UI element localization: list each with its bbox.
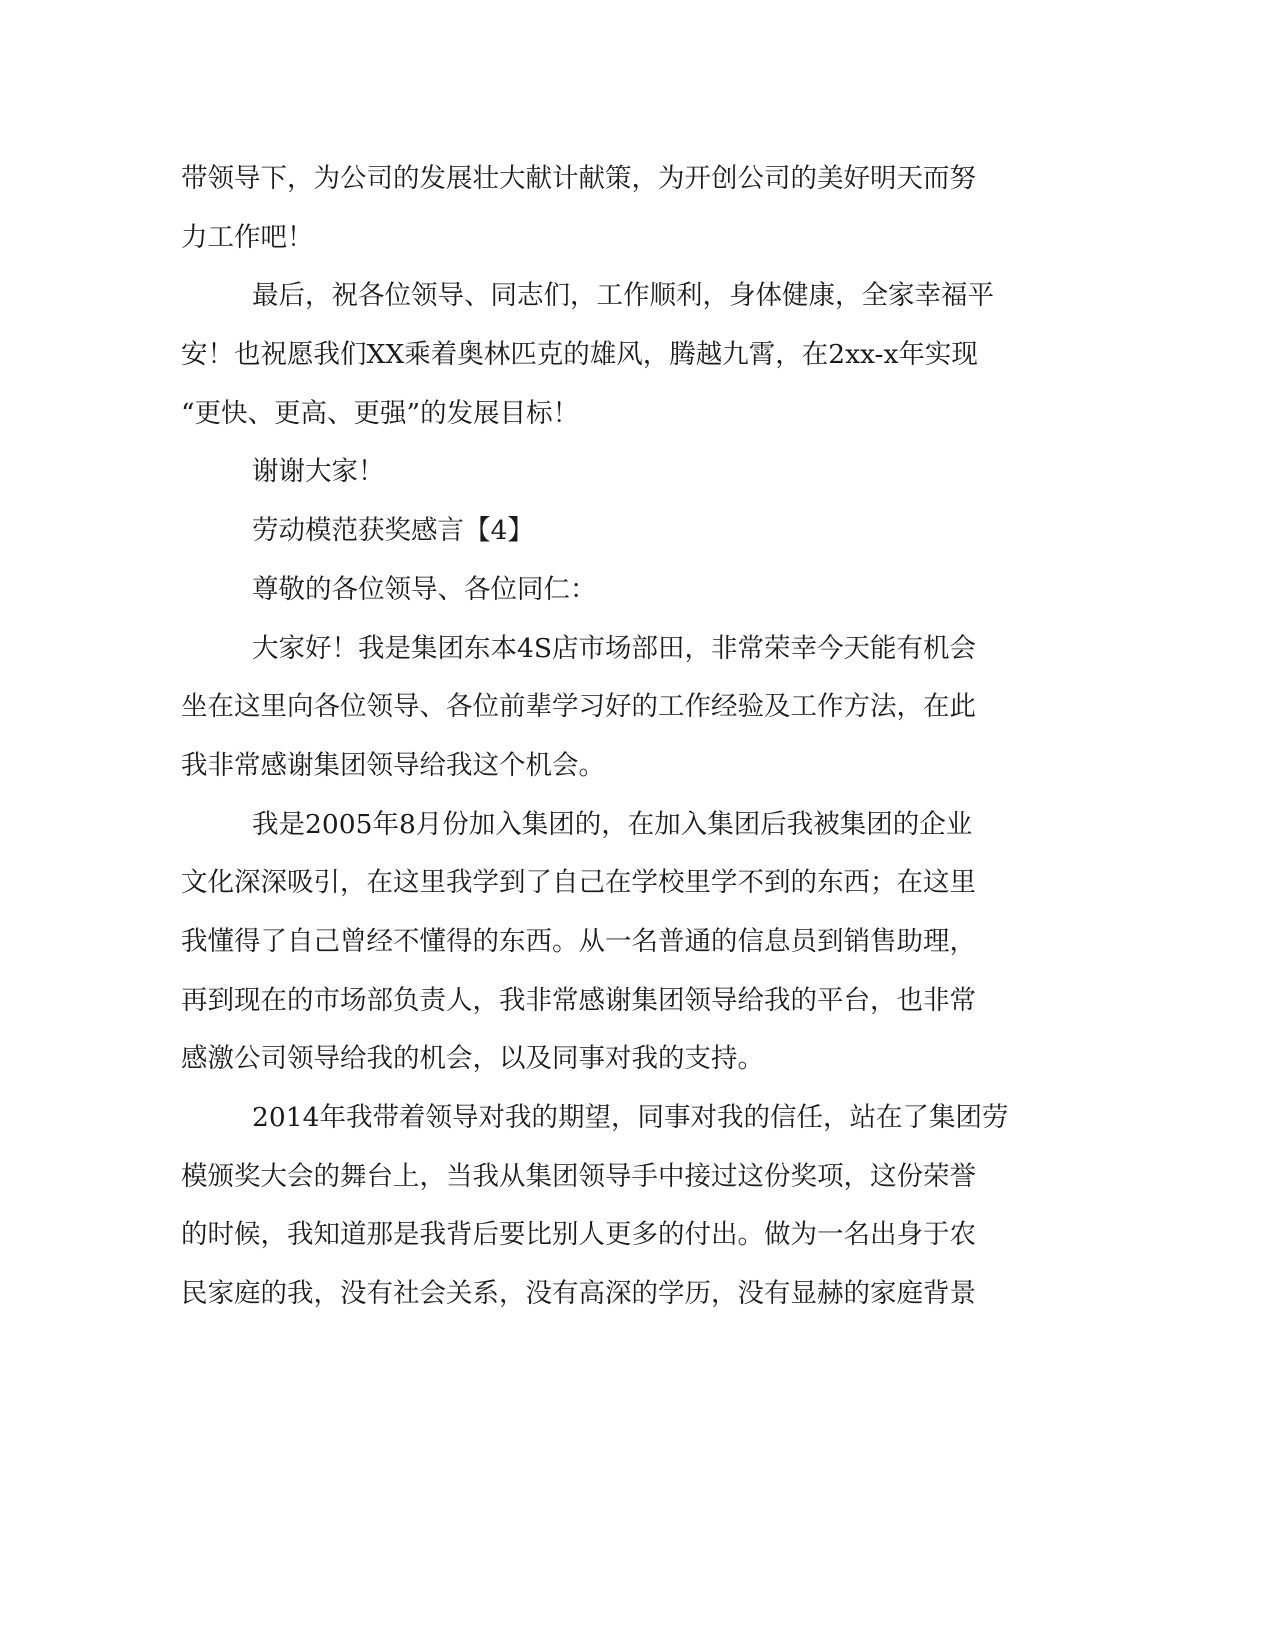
text-line: 感激公司领导给我的机会，以及同事对我的支持。 xyxy=(181,1043,764,1075)
text-line: 文化深深吸引，在这里我学到了自己在学校里学不到的东西；在这里 xyxy=(181,867,976,899)
text-line: “更快、更高、更强”的发展目标！ xyxy=(181,397,580,429)
text-line: 我非常感谢集团领导给我这个机会。 xyxy=(181,749,605,781)
text-line: 带领导下，为公司的发展壮大献计献策，为开创公司的美好明天而努 xyxy=(181,163,976,194)
text-line: 坐在这里向各位领导、各位前辈学习好的工作经验及工作方法，在此 xyxy=(181,691,976,723)
salutation: 尊敬的各位领导、各位同仁： xyxy=(252,573,597,605)
text-line: 再到现在的市场部负责人，我非常感谢集团领导给我的平台，也非常 xyxy=(181,984,976,1016)
section-heading: 劳动模范获奖感言【4】 xyxy=(252,515,534,547)
text-line: 最后，祝各位领导、同志们，工作顺利，身体健康，全家幸福平 xyxy=(252,280,994,312)
text-line: 2014年我带着领导对我的期望，同事对我的信任，站在了集团劳 xyxy=(252,1102,1009,1133)
text-line: 我懂得了自己曾经不懂得的东西。从一名普通的信息员到销售助理， xyxy=(181,925,976,957)
text-line: 安！也祝愿我们XX乘着奥林匹克的雄风，腾越九霄，在2xx-x年实现 xyxy=(181,339,978,371)
text-line: 模颁奖大会的舞台上，当我从集团领导手中接过这份奖项，这份荣誉 xyxy=(181,1160,976,1192)
text-line: 的时候，我知道那是我背后要比别人更多的付出。做为一名出身于农 xyxy=(181,1219,976,1251)
text-line: 力工作吧！ xyxy=(181,221,314,253)
document-body xyxy=(181,150,1041,1324)
text-line: 谢谢大家！ xyxy=(252,456,385,488)
text-line: 民家庭的我，没有社会关系，没有高深的学历，没有显赫的家庭背景 xyxy=(181,1278,976,1310)
text-line: 我是2005年8月份加入集团的，在加入集团后我被集团的企业 xyxy=(252,808,973,840)
text-line: 大家好！我是集团东本4S店市场部田，非常荣幸今天能有机会 xyxy=(252,632,977,664)
